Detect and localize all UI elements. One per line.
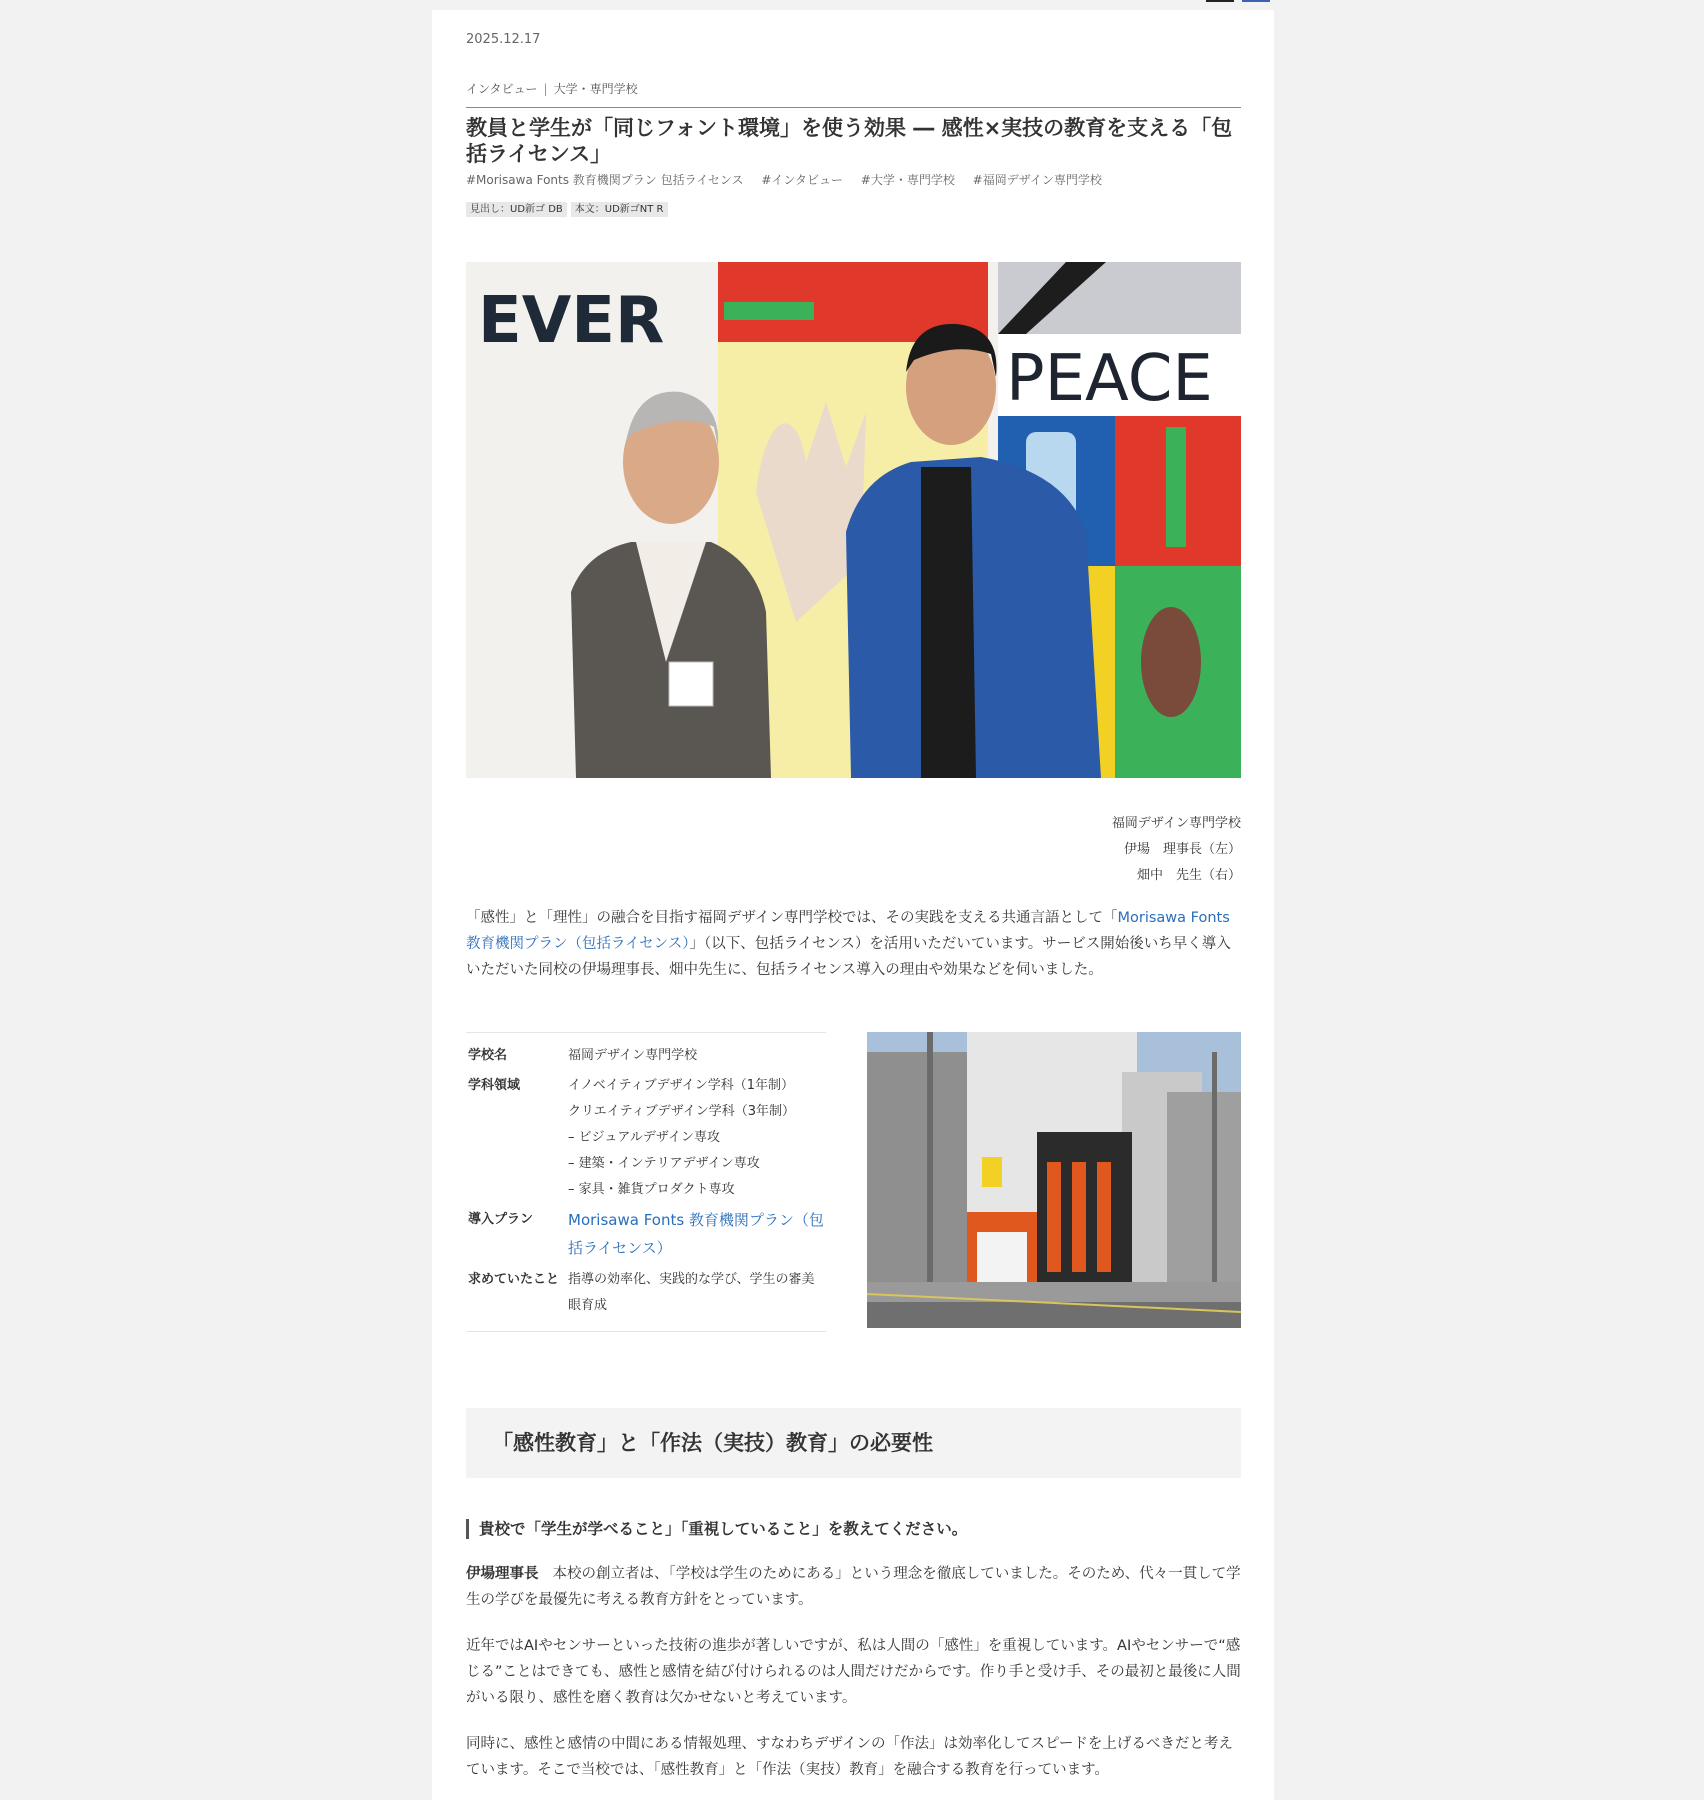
poster-peace-text: PEACE [1006, 342, 1213, 416]
hero-photo-illustration [466, 262, 1241, 778]
category-separator: | [543, 82, 548, 96]
body-paragraph: 近年ではAIやセンサーといった技術の進歩が著しいですが、私は人間の「感性」を重視しています。AIやセンサーで“感じる”ことはできても、感性と感情を結び付けられるのは人間だけだからです。作り手と受け手、その最初と最後に人間がいる限り、感性を磨く教育は欠かせないと考えています。 [466, 1638, 1241, 1706]
top-edge-controls [1206, 0, 1266, 2]
interview-question: 貴校で「学生が学べること」「重視していること」を教えてください。 [466, 1519, 1254, 1539]
info-value-list [568, 1073, 826, 1203]
info-label: 学校名 [468, 1048, 508, 1063]
tag-link[interactable]: #インタビュー [761, 173, 843, 187]
speaker-name: 伊場理事長 [466, 1566, 539, 1582]
info-row-school [466, 1043, 826, 1069]
tag-list [466, 171, 1241, 188]
school-building-photo [867, 1032, 1241, 1328]
lead-text-before: 「感性」と「理性」の融合を目指す福岡デザイン専門学校では、その実践を支える共通言語として「 [466, 910, 1118, 926]
photo-caption [466, 811, 1241, 889]
info-row-plan [466, 1207, 826, 1263]
article-page [432, 10, 1274, 1800]
font-badge-body: 本文：UD新ゴNT R [571, 202, 668, 217]
section-heading [466, 1408, 1241, 1478]
top-edge-blue-tab[interactable] [1242, 0, 1270, 2]
section-heading-text: 「感性教育」と「作法（実技）教育」の必要性 [492, 1431, 933, 1455]
dept-item: クリエイティブデザイン学科（3年制） [568, 1104, 796, 1119]
school-info-table [466, 1032, 826, 1332]
dept-item: – 家具・雑貨プロダクト専攻 [568, 1182, 735, 1197]
info-label: 学科領域 [468, 1078, 521, 1093]
info-value: 指導の効率化、実践的な学び、学生の審美眼育成 [568, 1272, 815, 1313]
top-edge-dark-tab[interactable] [1206, 0, 1234, 2]
caption-right-person: 畑中 先生（右） [1136, 868, 1241, 883]
tag-link[interactable]: #Morisawa Fonts 教育機関プラン 包括ライセンス [466, 173, 744, 187]
info-label: 導入プラン [468, 1212, 534, 1227]
poster-ever-text: EVER [478, 284, 665, 358]
tag-link[interactable]: #福岡デザイン専門学校 [972, 173, 1102, 187]
lead-text-after: 」（以下、包括ライセンス）を活用いただいています。サービス開始後いち早く導入いただいた同校の伊場理事長、畑中先生に、包括ライセンス導入の理由や効果などを伺いました。 [466, 936, 1231, 978]
lead-paragraph [466, 905, 1241, 983]
dept-item: イノベイティブデザイン学科（1年制） [568, 1078, 795, 1093]
caption-left-person: 伊場 理事長（左） [1123, 842, 1241, 857]
article-title: 教員と学生が「同じフォント環境」を使う効果 ― 感性×実技の教育を支える「包括ライセンス」 [466, 116, 1233, 166]
dept-item: – ビジュアルデザイン専攻 [568, 1130, 720, 1145]
caption-school: 福岡デザイン専門学校 [1111, 816, 1241, 831]
category-breadcrumb [466, 80, 1241, 108]
publish-date: 2025.12.17 [466, 32, 541, 47]
info-row-dept [466, 1073, 826, 1203]
plan-link[interactable]: Morisawa Fonts 教育機関プラン（包括ライセンス） [568, 1211, 824, 1257]
answer-text: 本校の創立者は、「学校は学生のためにある」という理念を徹底していました。そのため、代々一貫して学生の学びを最優先に考える教育方針をとっています。 [466, 1566, 1241, 1608]
answer-paragraph [466, 1561, 1241, 1613]
info-label: 求めていたこと [468, 1272, 560, 1287]
font-badge-heading: 見出し：UD新ゴ DB [466, 202, 567, 217]
font-badges [466, 200, 1241, 215]
info-value: 福岡デザイン専門学校 [568, 1048, 698, 1063]
tag-link[interactable]: #大学・専門学校 [860, 173, 955, 187]
morisawa-plan-link[interactable]: Morisawa Fonts 教育機関プラン（包括ライセンス） [466, 910, 1230, 952]
category-link-university[interactable]: 大学・専門学校 [553, 82, 638, 96]
body-paragraph: 同時に、感性と感情の中間にある情報処理、すなわちデザインの「作法」は効率化してスピードを上げるべきだと考えています。そこで当校では、「感性教育」と「作法（実技）教育」を融合する教育を行っています。 [466, 1736, 1233, 1778]
building-illustration [867, 1032, 1241, 1328]
info-row-needs [466, 1267, 826, 1319]
hero-photo [466, 262, 1241, 778]
dept-item: – 建築・インテリアデザイン専攻 [568, 1156, 760, 1171]
category-link-interview[interactable]: インタビュー [466, 82, 538, 96]
